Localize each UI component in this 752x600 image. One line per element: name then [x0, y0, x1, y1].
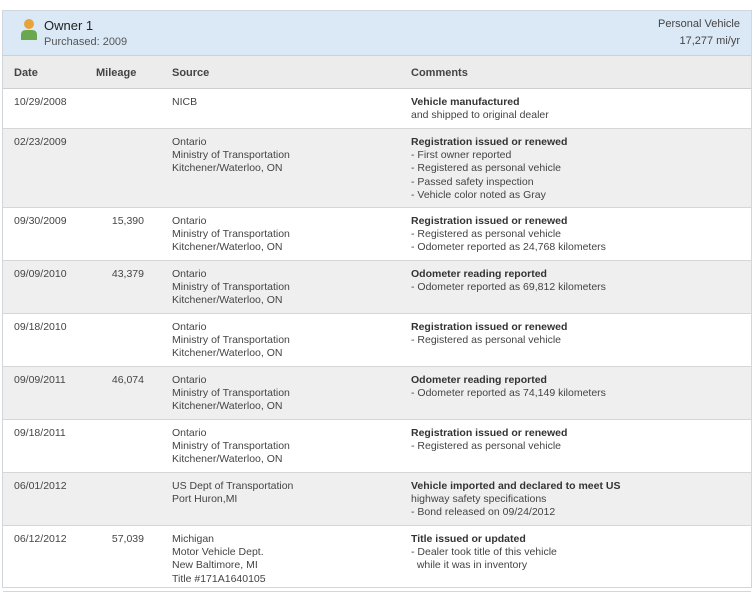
source-line: Ontario: [172, 268, 207, 280]
row-source: [172, 268, 290, 308]
comment-line: - First owner reported: [411, 149, 512, 162]
comment-title: Vehicle imported and declared to meet US: [411, 480, 621, 492]
table-row: [3, 420, 751, 473]
row-comments: [411, 215, 606, 255]
comment-line: and shipped to original dealer: [411, 109, 549, 122]
row-comments: [411, 374, 606, 400]
source-line: Kitchener/Waterloo, ON: [172, 241, 283, 254]
table-row: [3, 473, 751, 526]
comment-line: - Passed safety inspection: [411, 175, 534, 188]
source-line: Title #171A1640105: [172, 572, 266, 585]
source-line: Kitchener/Waterloo, ON: [172, 294, 283, 307]
row-date: 06/01/2012: [14, 480, 67, 492]
row-source: [172, 374, 290, 414]
row-mileage: 15,390: [111, 215, 144, 227]
source-line: Ministry of Transportation: [172, 334, 290, 347]
source-line: Ministry of Transportation: [172, 149, 290, 162]
row-mileage: 57,039: [111, 533, 144, 545]
comment-line: - Registered as personal vehicle: [411, 162, 561, 175]
owner-purchased: Purchased: 2009: [44, 36, 128, 48]
source-line: Kitchener/Waterloo, ON: [172, 347, 283, 360]
comment-line: - Odometer reported as 74,149 kilometers: [411, 387, 606, 400]
source-line: Ministry of Transportation: [172, 440, 290, 453]
vehicle-type: Personal Vehicle: [658, 18, 740, 30]
source-line: Ministry of Transportation: [172, 387, 290, 400]
source-line: Motor Vehicle Dept.: [172, 546, 264, 559]
comment-title: Registration issued or renewed: [411, 136, 568, 148]
comment-title: Registration issued or renewed: [411, 321, 568, 333]
source-line: Kitchener/Waterloo, ON: [172, 453, 283, 466]
comment-line: - Dealer took title of this vehicle: [411, 546, 557, 559]
row-mileage: 46,074: [111, 374, 144, 386]
comment-title: Odometer reading reported: [411, 374, 547, 386]
row-comments: [411, 533, 557, 573]
row-date: 09/18/2010: [14, 321, 67, 333]
source-line: Kitchener/Waterloo, ON: [172, 162, 283, 175]
owner-history-card: [2, 10, 752, 588]
source-line: Ontario: [172, 136, 207, 148]
source-line: Michigan: [172, 533, 215, 545]
row-date: 02/23/2009: [14, 136, 67, 148]
comment-line: - Vehicle color noted as Gray: [411, 188, 546, 201]
source-line: Ontario: [172, 321, 207, 333]
comment-title: Odometer reading reported: [411, 268, 547, 280]
comment-line: - Registered as personal vehicle: [411, 228, 561, 241]
row-date: 06/12/2012: [14, 533, 67, 545]
table-row: [3, 314, 751, 367]
comment-line: - Registered as personal vehicle: [411, 440, 561, 453]
comment-line: - Odometer reported as 69,812 kilometers: [411, 281, 606, 294]
owner-name: Owner 1: [44, 18, 94, 33]
source-line: Ontario: [172, 427, 207, 439]
row-comments: [411, 96, 549, 122]
row-source: [172, 136, 290, 176]
row-date: 09/09/2011: [14, 374, 66, 386]
history-rows: [3, 89, 751, 592]
table-header: [3, 56, 751, 89]
row-source: [172, 427, 290, 467]
row-date: 09/09/2010: [14, 268, 67, 280]
table-row: [3, 208, 751, 261]
column-comments: Comments: [411, 67, 468, 79]
comment-line: highway safety specifications: [411, 493, 547, 506]
person-icon: [21, 18, 37, 40]
source-line: Ontario: [172, 215, 207, 227]
table-row: [3, 526, 751, 592]
comment-title: Vehicle manufactured: [411, 96, 520, 108]
row-date: 10/29/2008: [14, 96, 67, 108]
source-line: Ministry of Transportation: [172, 228, 290, 241]
comment-title: Registration issued or renewed: [411, 215, 568, 227]
owner-header[interactable]: [3, 11, 751, 56]
comment-line: - Bond released on 09/24/2012: [411, 506, 556, 519]
row-source: [172, 215, 290, 255]
row-source: [172, 480, 293, 506]
table-row: [3, 89, 751, 129]
row-source: [172, 533, 266, 586]
source-line: US Dept of Transportation: [172, 480, 294, 492]
miles-per-year: 17,277 mi/yr: [679, 35, 740, 47]
column-date: Date: [14, 67, 38, 79]
table-row: [3, 129, 751, 208]
row-source: [172, 321, 290, 361]
comment-line: - Odometer reported as 24,768 kilometers: [411, 241, 606, 254]
column-source: Source: [172, 67, 210, 79]
table-row: [3, 367, 751, 420]
source-line: Kitchener/Waterloo, ON: [172, 400, 283, 413]
row-comments: [411, 268, 606, 294]
comment-title: Title issued or updated: [411, 533, 526, 545]
source-line: Port Huron,MI: [172, 493, 238, 506]
source-line: New Baltimore, MI: [172, 559, 258, 572]
comment-title: Registration issued or renewed: [411, 427, 568, 439]
source-line: Ministry of Transportation: [172, 281, 290, 294]
row-comments: [411, 427, 567, 453]
row-comments: [411, 136, 567, 202]
comment-line: while it was in inventory: [411, 559, 528, 572]
row-source: [172, 96, 197, 109]
source-line: Ontario: [172, 374, 207, 386]
row-mileage: 43,379: [111, 268, 144, 280]
column-mileage: Mileage: [96, 67, 137, 79]
row-date: 09/30/2009: [14, 215, 67, 227]
comment-line: - Registered as personal vehicle: [411, 334, 561, 347]
row-comments: [411, 480, 620, 520]
row-date: 09/18/2011: [14, 427, 66, 439]
row-comments: [411, 321, 567, 347]
source-line: NICB: [172, 96, 198, 108]
table-row: [3, 261, 751, 314]
